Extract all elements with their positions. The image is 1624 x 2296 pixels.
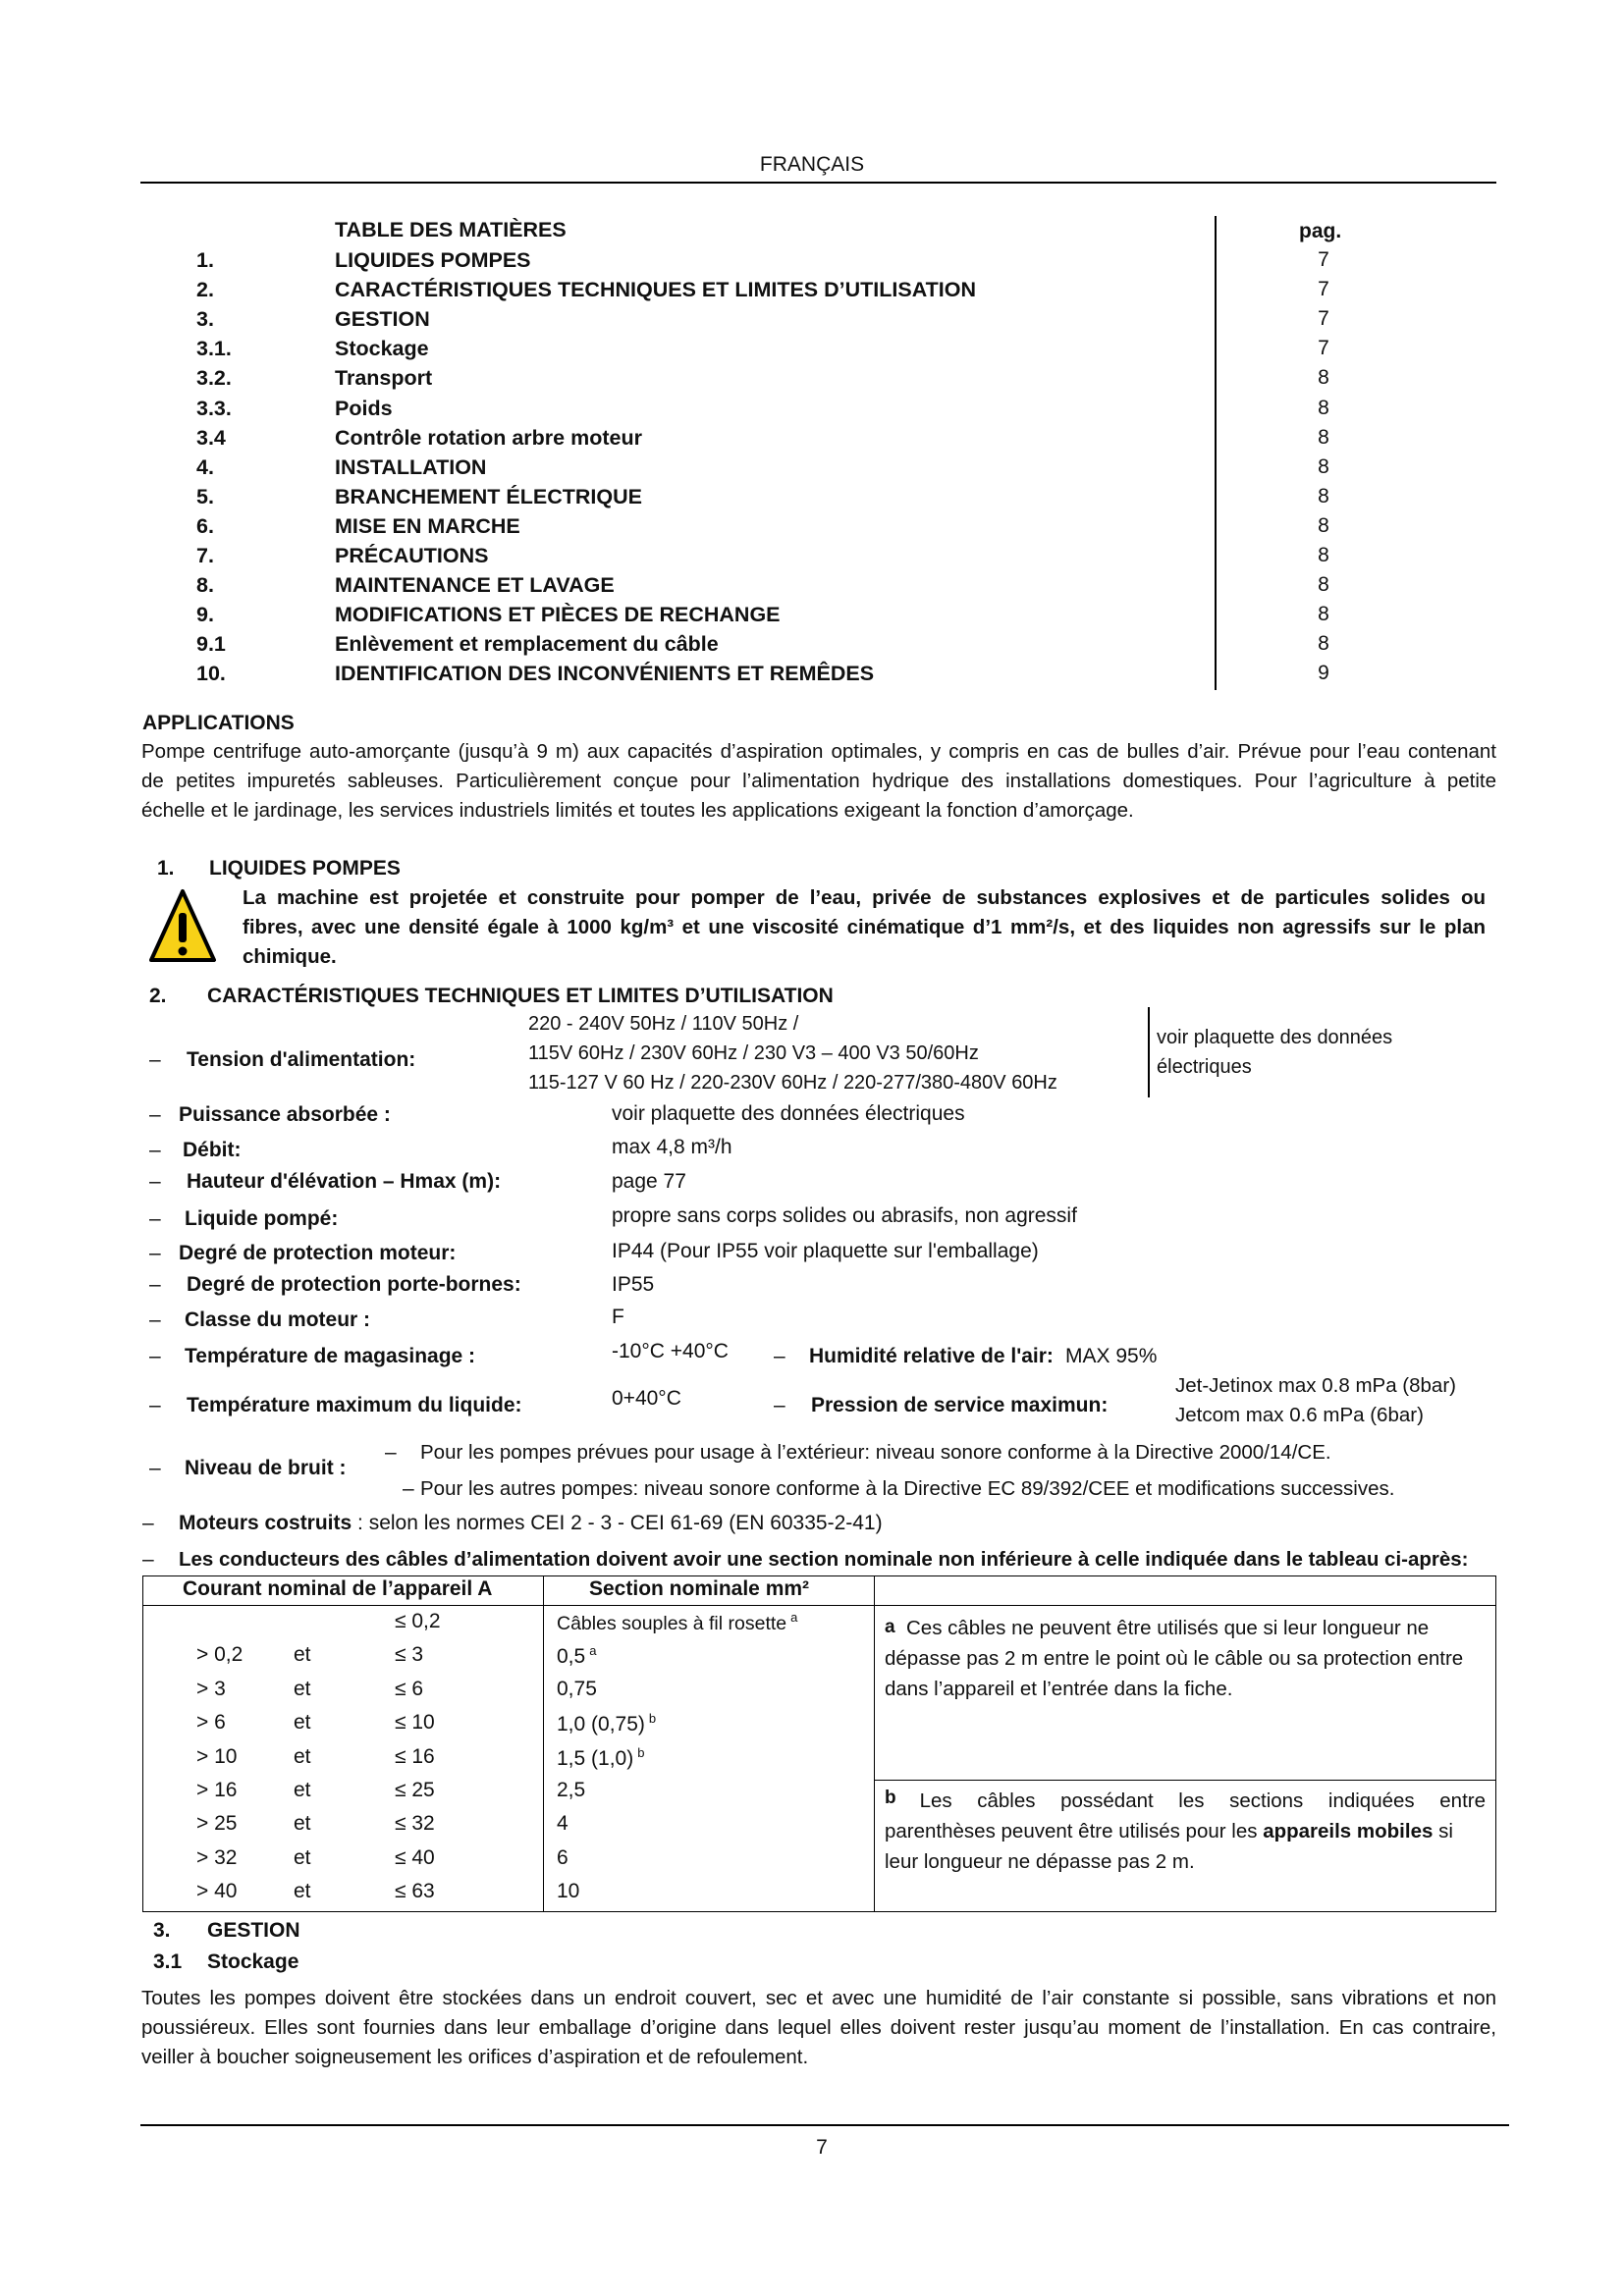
section1-number: 1. (157, 857, 175, 880)
tension-note-line: électriques (1157, 1056, 1252, 1078)
toc-item-title[interactable]: Contrôle rotation arbre moteur (335, 426, 642, 450)
warning-line: La machine est projetée et construite pour pomper de l’eau, privée de substances explosives et de particules solides ou (243, 886, 1486, 909)
toc-item-number[interactable]: 5. (196, 485, 214, 508)
note-a-line (885, 1612, 1486, 1643)
toc-item-number[interactable]: 3. (196, 307, 214, 331)
toc-item-title[interactable]: MISE EN MARCHE (335, 514, 520, 538)
table-row-section: 10 (557, 1880, 580, 1902)
applications-heading: APPLICATIONS (142, 712, 295, 734)
table-row-min: > 40 (196, 1880, 238, 1902)
dash: – (149, 1242, 161, 1264)
dash: – (149, 1170, 161, 1193)
debit-value: max 4,8 m³/h (612, 1136, 732, 1158)
toc-item-page[interactable]: 7 (1318, 248, 1329, 271)
note-b-line: leur longueur ne dépasse pas 2 m. (885, 1850, 1195, 1873)
toc-item-title[interactable]: INSTALLATION (335, 455, 487, 479)
stockage-line: poussiéreux. Elles sont fournies dans leur emballage d’origine dans lequel elles doivent rester jusqu’au moment de l’installation. En cas contraire, (141, 2016, 1496, 2039)
table-row-section-cell (557, 1610, 797, 1635)
classe-label: Classe du moteur : (185, 1308, 371, 1331)
table-row-min: > 0,2 (196, 1643, 244, 1666)
table-row-max: ≤ 25 (395, 1779, 435, 1801)
pression-value-line: Jet-Jetinox max 0.8 mPa (8bar) (1175, 1374, 1456, 1397)
toc-item-title[interactable]: LIQUIDES POMPES (335, 248, 531, 272)
liquide-value: propre sans corps solides ou abrasifs, non agressif (612, 1204, 1077, 1227)
debit-label: Débit: (183, 1139, 242, 1161)
table-row-et: et (294, 1779, 311, 1801)
table-row-section: 6 (557, 1846, 568, 1869)
dash: – (149, 1103, 161, 1126)
pression-value-line: Jetcom max 0.6 mPa (6bar) (1175, 1404, 1424, 1426)
toc-item-number[interactable]: 9.1 (196, 632, 226, 656)
classe-value: F (612, 1306, 624, 1328)
applications-text (141, 737, 1496, 826)
note-b-bold: appareils mobiles (1263, 1820, 1434, 1842)
moteurs-value: : selon les normes CEI 2 - 3 - CEI 61-69 (EN 60335-2-41) (352, 1512, 883, 1534)
note-b-line (885, 1816, 1486, 1846)
temp-magasinage-value: -10°C +40°C (612, 1340, 729, 1362)
table-row-max: ≤ 32 (395, 1812, 435, 1835)
protection-bornes-label: Degré de protection porte-bornes: (187, 1273, 521, 1296)
dash: – (403, 1477, 414, 1500)
note-b (885, 1786, 1486, 1877)
hauteur-value: page 77 (612, 1170, 686, 1193)
temp-liquide-label: Température maximum du liquide: (187, 1394, 522, 1416)
applications-line: de petites impuretés sableuses. Particulièrement conçue pour l’alimentation hydrique des installations domestiques. Pour l’agriculture à petite (141, 770, 1496, 792)
protection-bornes-value: IP55 (612, 1273, 655, 1296)
toc-item-number[interactable]: 7. (196, 544, 214, 567)
tension-divider (1148, 1007, 1150, 1097)
section3-number: 3. (153, 1919, 171, 1942)
note-b-text: Les câbles possédant les sections indiquées entre (919, 1789, 1486, 1812)
table-row-footnote-marker: b (648, 1711, 657, 1726)
warning-icon (147, 887, 218, 964)
toc-item-title[interactable]: PRÉCAUTIONS (335, 544, 489, 567)
tension-value-line: 115-127 V 60 Hz / 220-230V 60Hz / 220-277/380-480V 60Hz (528, 1072, 1057, 1094)
toc-item-number[interactable]: 3.2. (196, 366, 232, 390)
dash: – (149, 1207, 161, 1230)
dash: – (149, 1308, 161, 1331)
applications-line: échelle et le jardinage, les services industriels limités et toutes les applications exigeant la fonction d’amorçage. (141, 799, 1134, 822)
temp-magasinage-label: Température de magasinage : (185, 1345, 476, 1367)
toc-page-header: pag. (1299, 220, 1342, 242)
table-row-max: ≤ 3 (395, 1643, 424, 1666)
stockage-line: veiller à boucher soigneusement les orifices d’aspiration et de refoulement. (141, 2046, 809, 2068)
toc-item-page[interactable]: 8 (1318, 514, 1329, 537)
table-header-current-text: Courant nominal de l’appareil A (183, 1577, 493, 1600)
table-row-et: et (294, 1880, 311, 1902)
header-language: FRANÇAIS (759, 153, 865, 176)
table-row-footnote-marker: a (790, 1610, 798, 1625)
toc-item-page[interactable]: 8 (1318, 455, 1329, 478)
table-row-section: 2,5 (557, 1779, 586, 1801)
note-a-line: dans l’appareil et l’entrée dans la fiche. (885, 1678, 1233, 1700)
note-a-line: dépasse pas 2 m entre le point où le câble ou sa protection entre (885, 1647, 1464, 1670)
toc-item-page[interactable]: 8 (1318, 485, 1329, 507)
toc-item-page[interactable]: 7 (1318, 337, 1329, 359)
table-row-section: 1,0 (0,75) (557, 1713, 645, 1735)
hauteur-label: Hauteur d'élévation – Hmax (m): (187, 1170, 502, 1193)
toc-item-page[interactable]: 7 (1318, 278, 1329, 300)
table-row-max: ≤ 63 (395, 1880, 435, 1902)
toc-item-title[interactable]: IDENTIFICATION DES INCONVÉNIENTS ET REMÊDES (335, 662, 875, 685)
dash: – (774, 1345, 785, 1367)
toc-item-title[interactable]: BRANCHEMENT ÉLECTRIQUE (335, 485, 642, 508)
table-row-section-cell (557, 1643, 596, 1669)
toc-item-number[interactable]: 6. (196, 514, 214, 538)
toc-item-number[interactable]: 2. (196, 278, 214, 301)
temp-liquide-value: 0+40°C (612, 1387, 681, 1410)
protection-moteur-value: IP44 (Pour IP55 voir plaquette sur l'emballage) (612, 1240, 1039, 1262)
table-row-max: ≤ 16 (395, 1745, 435, 1768)
table-row-section: 0,75 (557, 1678, 597, 1700)
dash: – (774, 1394, 785, 1416)
table-row-footnote-marker: a (589, 1643, 597, 1658)
page-number: 7 (816, 2136, 828, 2159)
table-row-section-cell (557, 1711, 656, 1736)
applications-line: Pompe centrifuge auto-amorçante (jusqu’à 9 m) aux capacités d’aspiration optimales, y compris en cas de bulles d’air. Prévue pour l’eau contenant (141, 740, 1496, 763)
puissance-value: voir plaquette des données électriques (612, 1102, 965, 1125)
header-rule (140, 182, 1496, 184)
note-b-marker: b (885, 1788, 896, 1808)
section1-title: LIQUIDES POMPES (209, 857, 401, 880)
toc-item-number[interactable]: 3.3. (196, 397, 232, 420)
tension-label: Tension d'alimentation: (187, 1048, 416, 1071)
table-row-et: et (294, 1711, 311, 1734)
table-row-et: et (294, 1643, 311, 1666)
table-row-min: > 3 (196, 1678, 226, 1700)
toc-item-page[interactable]: 8 (1318, 426, 1329, 449)
note-a (885, 1612, 1486, 1704)
table-row-footnote-marker: b (637, 1745, 645, 1760)
bruit-item: Pour les autres pompes: niveau sonore conforme à la Directive EC 89/392/CEE et modifications successives. (420, 1477, 1395, 1500)
tension-value-line: 115V 60Hz / 230V 60Hz / 230 V3 – 400 V3 50/60Hz (528, 1042, 979, 1064)
note-a-marker: a (885, 1617, 895, 1637)
toc-item-page[interactable]: 8 (1318, 366, 1329, 389)
warning-line: fibres, avec une densité égale à 1000 kg/m³ et une viscosité cinématique d’1 mm²/s, et des liquides non agressifs sur le plan (243, 916, 1486, 938)
warning-line: chimique. (243, 945, 337, 968)
table-row-max: ≤ 6 (395, 1678, 424, 1700)
dash: – (149, 1048, 161, 1071)
pression-label: Pression de service maximun: (811, 1394, 1109, 1416)
toc-item-page[interactable]: 8 (1318, 397, 1329, 419)
dash: – (149, 1273, 161, 1296)
section2-number: 2. (149, 985, 167, 1007)
dash: – (149, 1345, 161, 1367)
dash: – (149, 1139, 161, 1161)
table-row-min: > 25 (196, 1812, 238, 1835)
toc-item-title[interactable]: GESTION (335, 307, 430, 331)
toc-item-page[interactable]: 8 (1318, 603, 1329, 625)
table-row-section: 1,5 (1,0) (557, 1747, 634, 1770)
toc-item-page[interactable]: 8 (1318, 573, 1329, 596)
toc-item-number[interactable]: 8. (196, 573, 214, 597)
toc-item-title[interactable]: CARACTÉRISTIQUES TECHNIQUES ET LIMITES D’UTILISATION (335, 278, 976, 301)
note-b-line (885, 1786, 1486, 1816)
table-header-section-text: Section nominale mm² (589, 1577, 810, 1600)
section2-title: CARACTÉRISTIQUES TECHNIQUES ET LIMITES D’UTILISATION (207, 985, 834, 1007)
table-row-et: et (294, 1812, 311, 1835)
section1-warning (243, 883, 1486, 972)
toc-item-title[interactable]: Stockage (335, 337, 429, 360)
toc-item-page[interactable]: 8 (1318, 544, 1329, 566)
dash: – (149, 1457, 161, 1479)
table-row-min: > 16 (196, 1779, 238, 1801)
toc-item-title[interactable]: MODIFICATIONS ET PIÈCES DE RECHANGE (335, 603, 781, 626)
table-row-min: > 6 (196, 1711, 226, 1734)
note-b-text: parenthèses peuvent être utilisés pour les (885, 1820, 1264, 1842)
section3-sub-title: Stockage (207, 1950, 299, 1973)
puissance-label: Puissance absorbée : (179, 1103, 391, 1126)
dash: – (149, 1394, 161, 1416)
liquide-label: Liquide pompé: (185, 1207, 339, 1230)
dash: – (385, 1441, 397, 1464)
toc-item-number[interactable]: 10. (196, 662, 226, 685)
toc-item-number[interactable]: 3.4 (196, 426, 226, 450)
toc-item-title[interactable]: Poids (335, 397, 393, 420)
section3-title: GESTION (207, 1919, 300, 1942)
stockage-text (141, 1984, 1496, 2072)
humidite-value: MAX 95% (1065, 1345, 1158, 1367)
moteurs-line (179, 1512, 883, 1535)
tension-note-line: voir plaquette des données (1157, 1027, 1393, 1048)
toc-item-title[interactable]: Enlèvement et remplacement du câble (335, 632, 719, 656)
note-a-text: Ces câbles ne peuvent être utilisés que si leur longueur ne (905, 1617, 1430, 1639)
protection-moteur-label: Degré de protection moteur: (179, 1242, 457, 1264)
toc-title: TABLE DES MATIÈRES (335, 218, 567, 241)
table-row-section: 0,5 (557, 1645, 586, 1668)
tension-value-line: 220 - 240V 50Hz / 110V 50Hz / (528, 1013, 799, 1035)
table-row-min: > 10 (196, 1745, 238, 1768)
table-row-max: ≤ 40 (395, 1846, 435, 1869)
table-row-et: et (294, 1745, 311, 1768)
note-b-text: si (1433, 1820, 1453, 1842)
toc-item-number[interactable]: 4. (196, 455, 214, 479)
moteurs-label: Moteurs costruits (179, 1512, 352, 1534)
table-row-min: > 32 (196, 1846, 238, 1869)
table-row-max: ≤ 0,2 (395, 1610, 441, 1632)
bruit-item: Pour les pompes prévues pour usage à l’extérieur: niveau sonore conforme à la Directive 2000/14/CE. (420, 1441, 1331, 1464)
toc-item-page[interactable]: 8 (1318, 632, 1329, 655)
toc-item-title[interactable]: Transport (335, 366, 433, 390)
toc-item-title[interactable]: MAINTENANCE ET LAVAGE (335, 573, 615, 597)
table-row-et: et (294, 1678, 311, 1700)
toc-vertical-rule (1215, 216, 1217, 690)
toc-item-number[interactable]: 1. (196, 248, 214, 272)
toc-item-page[interactable]: 7 (1318, 307, 1329, 330)
table-row-section-cell (557, 1745, 644, 1771)
table-row-et: et (294, 1846, 311, 1869)
table-header-notes (875, 1576, 1496, 1606)
toc-item-number[interactable]: 9. (196, 603, 214, 626)
table-row-section: 4 (557, 1812, 568, 1835)
dash: – (142, 1548, 154, 1571)
dash: – (142, 1512, 154, 1534)
table-row-max: ≤ 10 (395, 1711, 435, 1734)
table-row-section: Câbles souples à fil rosette (557, 1613, 787, 1634)
footer-rule (140, 2124, 1509, 2126)
section3-sub-number: 3.1 (153, 1950, 183, 1973)
toc-item-number[interactable]: 3.1. (196, 337, 232, 360)
humidite-label: Humidité relative de l'air: (809, 1345, 1054, 1367)
conducteurs-text: Les conducteurs des câbles d’alimentation doivent avoir une section nominale non inférieure à celle indiquée dans le tableau ci-après: (179, 1548, 1469, 1571)
toc-item-page[interactable]: 9 (1318, 662, 1329, 684)
bruit-label: Niveau de bruit : (185, 1457, 347, 1479)
stockage-line: Toutes les pompes doivent être stockées dans un endroit couvert, sec et avec une humidité de l’air constante si possible, sans vibrations et non (141, 1987, 1496, 2009)
